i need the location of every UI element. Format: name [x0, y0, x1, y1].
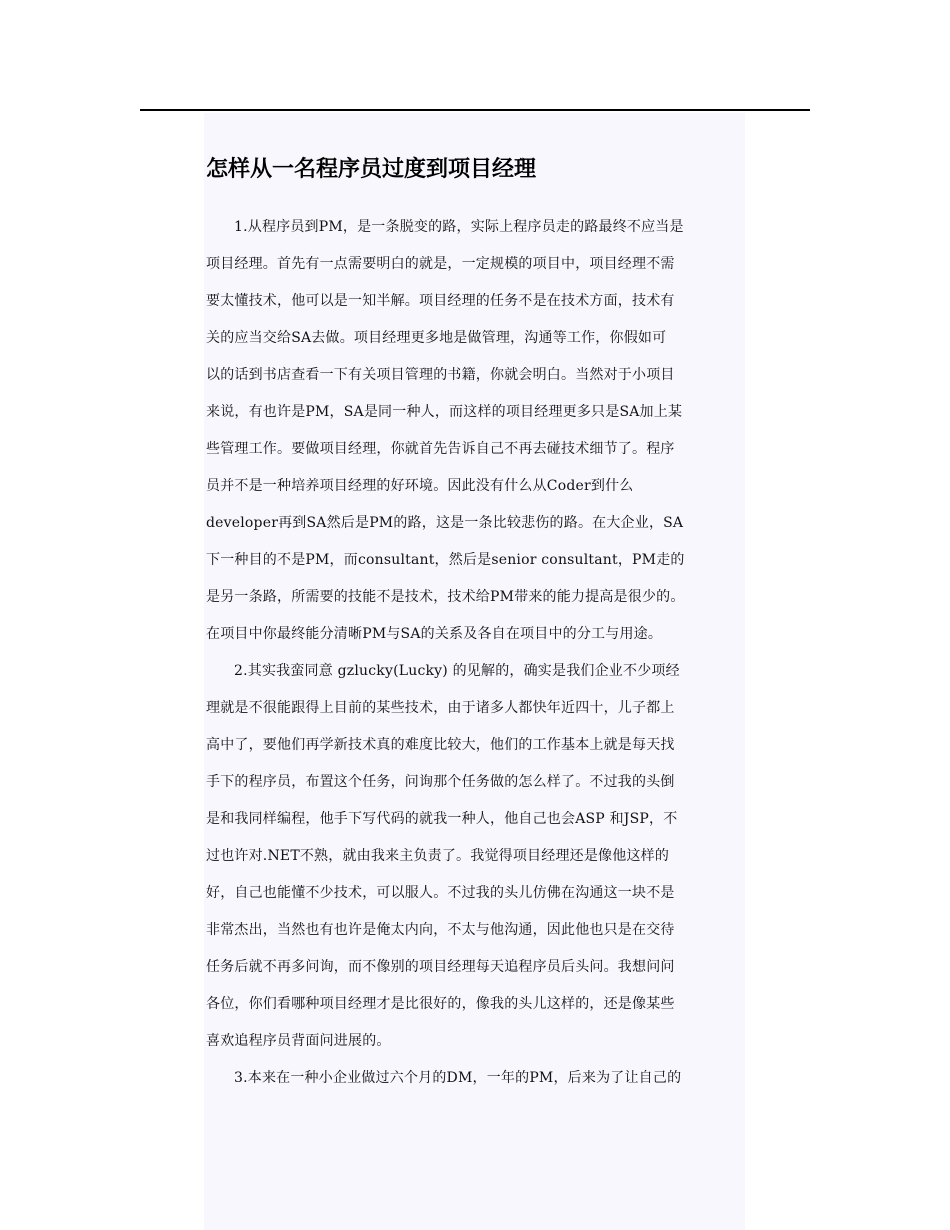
text-line: 喜欢追程序员背面问进展的。	[206, 1033, 391, 1049]
text-line: 是和我同样编程，他手下写代码的就我一种人，他自己也会ASP 和JSP，不	[206, 811, 678, 827]
text-line: 高中了，要他们再学新技术真的难度比较大，他们的工作基本上就是每天找	[206, 737, 675, 753]
text-line: 项目经理。首先有一点需要明白的就是，一定规模的项目中，项目经理不需	[206, 256, 675, 272]
text-line: 要太懂技术，他可以是一知半解。项目经理的任务不是在技术方面，技术有	[206, 293, 675, 309]
text-line: 手下的程序员，布置这个任务，问询那个任务做的怎么样了。不过我的头倒	[206, 774, 675, 790]
text-line: 各位，你们看哪种项目经理才是比很好的，像我的头儿这样的，还是像某些	[206, 996, 675, 1012]
text-line: 任务后就不再多问询，而不像别的项目经理每天追程序员后头问。我想问问	[206, 959, 675, 975]
text-line: 理就是不很能跟得上目前的某些技术，由于诸多人都快年近四十，儿子都上	[206, 700, 675, 716]
text-line: 下一种目的不是PM，而consultant，然后是senior consultant，PM走的	[206, 552, 685, 568]
text-line: 关的应当交给SA去做。项目经理更多地是做管理，沟通等工作，你假如可	[206, 330, 667, 346]
text-line: 2.其实我蛮同意 gzlucky(Lucky) 的见解的，确实是我们企业不少项经	[234, 663, 680, 679]
text-line: 1.从程序员到PM，是一条脱变的路，实际上程序员走的路最终不应当是	[234, 219, 684, 235]
top-horizontal-rule	[140, 109, 810, 111]
text-line: 在项目中你最终能分清晰PM与SA的关系及各自在项目中的分工与用途。	[206, 626, 663, 642]
body-text	[206, 209, 766, 1097]
text-line: 些管理工作。要做项目经理，你就首先告诉自己不再去碰技术细节了。程序	[206, 441, 675, 457]
document-title: 怎样从一名程序员过度到项目经理	[206, 157, 537, 182]
text-line: 来说，有也许是PM，SA是同一种人，而这样的项目经理更多只是SA加上某	[206, 404, 683, 420]
text-line: 是另一条路，所需要的技能不是技术，技术给PM带来的能力提高是很少的。	[206, 589, 685, 605]
text-line: developer再到SA然后是PM的路，这是一条比较悲伤的路。在大企业，SA	[206, 515, 684, 531]
text-line: 3.本来在一种小企业做过六个月的DM，一年的PM，后来为了让自己的	[234, 1070, 682, 1086]
text-line: 以的话到书店查看一下有关项目管理的书籍，你就会明白。当然对于小项目	[206, 367, 675, 383]
text-line: 员并不是一种培养项目经理的好环境。因此没有什么从Coder到什么	[206, 478, 634, 494]
text-line: 过也许对.NET不熟，就由我来主负责了。我觉得项目经理还是像他这样的	[206, 848, 670, 864]
text-line: 好，自己也能懂不少技术，可以服人。不过我的头儿仿佛在沟通这一块不是	[206, 885, 675, 901]
text-line: 非常杰出，当然也有也许是俺太内向，不太与他沟通，因此他也只是在交待	[206, 922, 675, 938]
